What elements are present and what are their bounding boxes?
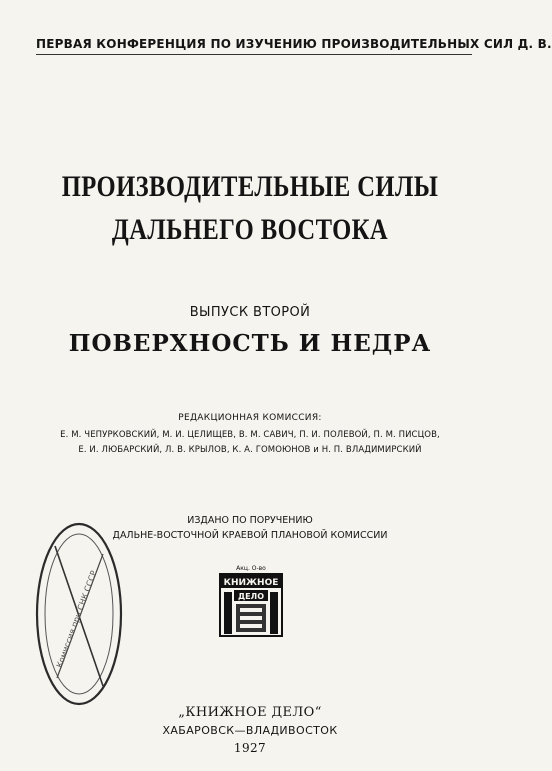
header-rule	[36, 54, 472, 55]
issue-label: ВЫПУСК ВТОРОЙ	[189, 305, 311, 320]
svg-text:ДЕЛО: ДЕЛО	[237, 592, 265, 601]
publication-note-line-2: ДАЛЬНЕ-ВОСТОЧНОЙ КРАЕВОЙ ПЛАНОВОЙ КОМИССИИ	[112, 530, 388, 541]
svg-text:Комиссия при СНК СССР: Комиссия при СНК СССР	[54, 569, 99, 669]
svg-text:КНИЖНОЕ: КНИЖНОЕ	[223, 578, 279, 588]
commission-members-line-1: Е. М. ЧЕПУРКОВСКИЙ, М. И. ЦЕЛИЩЕВ, В. М. САВИЧ, П. И. ПОЛЕВОЙ, П. М. ПИСЦОВ,	[60, 430, 440, 440]
title-line-2: ДАЛЬНЕГО ВОСТОКА	[111, 213, 389, 246]
issue-subtitle: ПОВЕРХНОСТЬ И НЕДРА	[68, 330, 432, 357]
publisher-name: „КНИЖНОЕ ДЕЛО“	[178, 705, 322, 720]
publisher-logo	[218, 560, 284, 638]
svg-text:Акц. О-во: Акц. О-во	[236, 565, 266, 572]
publication-cities: ХАБАРОВСК—ВЛАДИВОСТОК	[162, 724, 338, 737]
publication-year: 1927	[233, 741, 267, 755]
publication-note-line-1: ИЗДАНО ПО ПОРУЧЕНИЮ	[187, 515, 313, 526]
commission-heading: РЕДАКЦИОННАЯ КОМИССИЯ:	[178, 413, 322, 423]
library-stamp	[33, 518, 125, 710]
commission-members-line-2: Е. И. ЛЮБАРСКИЙ, Л. В. КРЫЛОВ, К. А. ГОМОЮНОВ и Н. П. ВЛАДИМИРСКИЙ	[78, 445, 422, 455]
conference-header: ПЕРВАЯ КОНФЕРЕНЦИЯ ПО ИЗУЧЕНИЮ ПРОИЗВОДИТЕЛЬНЫХ СИЛ Д. В.	[36, 37, 552, 51]
title-line-1: ПРОИЗВОДИТЕЛЬНЫЕ СИЛЫ	[61, 170, 439, 203]
